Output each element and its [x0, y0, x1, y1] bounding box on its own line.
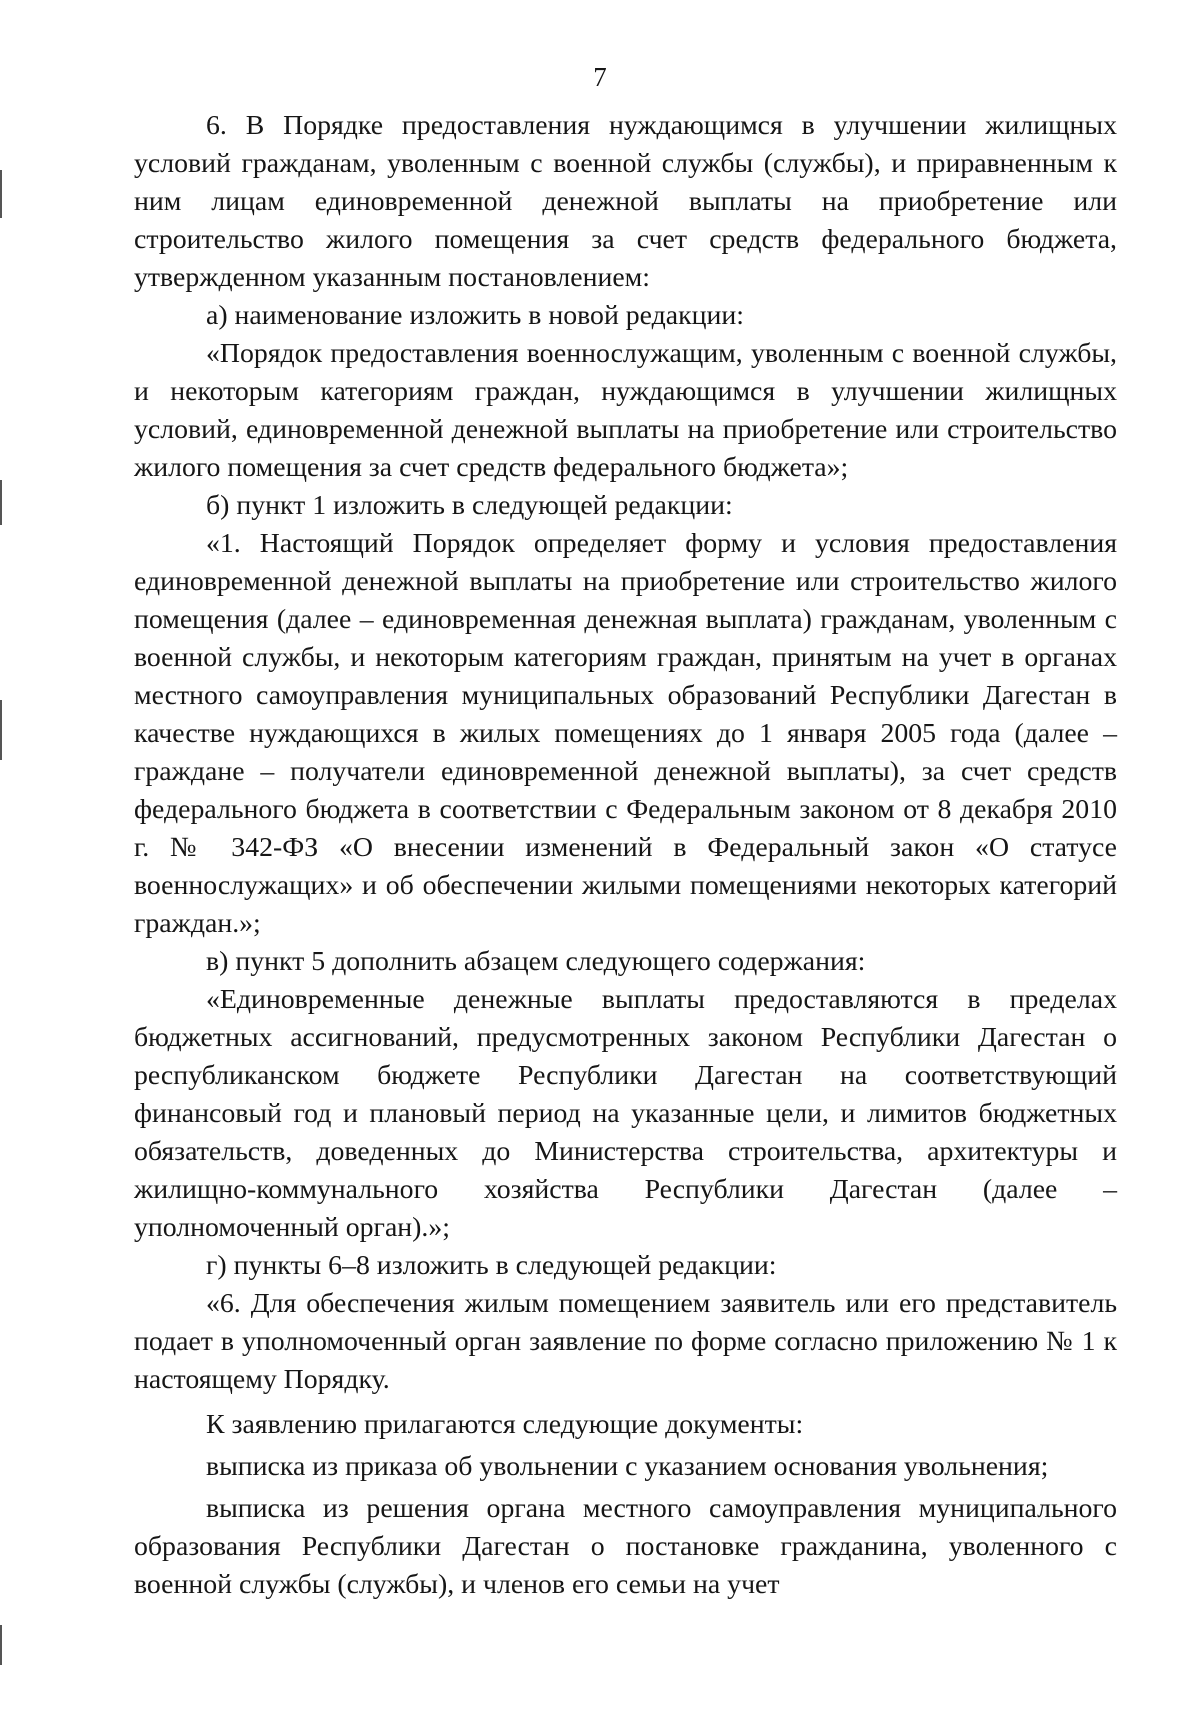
- paragraph-subitem-g: г) пункты 6–8 изложить в следующей редакции:: [206, 1250, 777, 1281]
- document-body: [134, 107, 1117, 1604]
- paragraph-new-title-quote: «Порядок предоставления военнослужащим, уволенным с военной службы, и некоторым категориям граждан, нуждающимся в улучшении жилищных условий, единовременной денежной выплаты на приобретение или строительство жилого помещения за счет средств федерального бюджета»;: [134, 338, 1117, 483]
- scan-edge-mark: [0, 1625, 2, 1665]
- paragraph-document-dismissal-extract: выписка из приказа об увольнении с указанием основания увольнения;: [206, 1451, 1049, 1482]
- page-number: 7: [593, 62, 607, 92]
- paragraph-subitem-b: б) пункт 1 изложить в следующей редакции:: [206, 490, 733, 521]
- scan-edge-mark: [0, 700, 2, 760]
- paragraph-point-5-addition: «Единовременные денежные выплаты предоставляются в пределах бюджетных ассигнований, предусмотренных законом Республики Дагестан о республиканском бюджете Республики Дагестан на соответствующий финансовый год и плановый период на указанные цели, и лимитов бюджетных обязательств, доведенных до Министерства строительства, архитектуры и жилищно-коммунального хозяйства Республики Дагестан (далее – уполномоченный орган).»;: [134, 984, 1117, 1243]
- paragraph-subitem-v: в) пункт 5 дополнить абзацем следующего содержания:: [206, 946, 866, 977]
- paragraph-point-1-quote: «1. Настоящий Порядок определяет форму и условия предоставления единовременной денежной выплаты на приобретение или строительство жилого помещения (далее – единовременная денежная выплата) гражданам, уволенным с военной службы, и некоторым категориям граждан, принятым на учет в органах местного самоуправления муниципальных образований Республики Дагестан в качестве нуждающихся в жилых помещениях до 1 января 2005 года (далее – граждане – получатели единовременной денежной выплаты), за счет средств федерального бюджета в соответствии с Федеральным законом от 8 декабря 2010 г. № 342-ФЗ «О внесении изменений в Федеральный закон «О статусе военнослужащих» и об обеспечении жилыми помещениями некоторых категорий граждан.»;: [134, 528, 1117, 939]
- scan-edge-mark: [0, 480, 2, 525]
- paragraph-document-registration-extract: выписка из решения органа местного самоуправления муниципального образования Республики Дагестан о постановке гражданина, уволенного с военной службы (службы), и членов его семьи на учет: [134, 1493, 1117, 1600]
- scan-edge-mark: [0, 170, 2, 218]
- paragraph-item-6: 6. В Порядке предоставления нуждающимся в улучшении жилищных условий гражданам, уволенным с военной службы (службы), и приравненным к ним лицам единовременной денежной выплаты на приобретение или строительство жилого помещения за счет средств федерального бюджета, утвержденном указанным постановлением:: [134, 110, 1117, 293]
- paragraph-subitem-a: а) наименование изложить в новой редакции:: [206, 300, 744, 331]
- paragraph-point-6-quote: «6. Для обеспечения жилым помещением заявитель или его представитель подает в уполномоченный орган заявление по форме согласно приложению № 1 к настоящему Порядку.: [134, 1288, 1117, 1395]
- paragraph-documents-intro: К заявлению прилагаются следующие документы:: [206, 1409, 804, 1440]
